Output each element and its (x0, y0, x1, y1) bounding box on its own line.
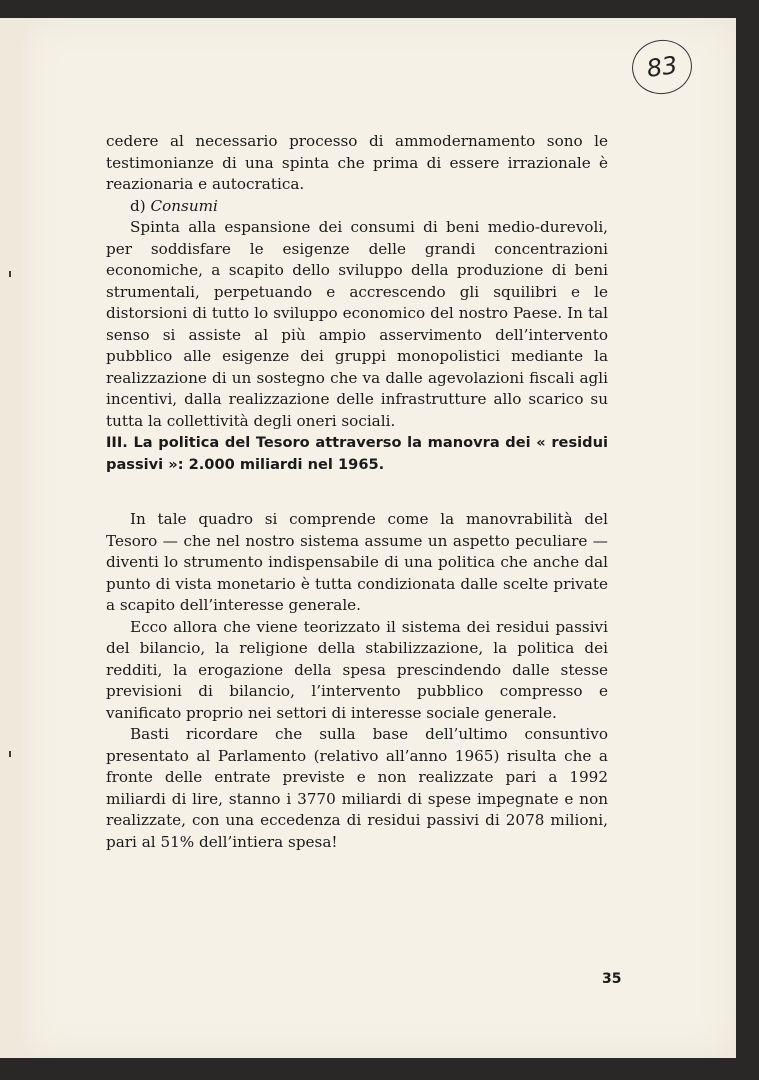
subsection-title: Consumi (150, 196, 218, 215)
paragraph-consuntivo: Basti ricordare che sulla base dell’ultimo consuntivo presentato al Parlamento (relativo all’anno 1965) risulta che a fronte delle entrate previste e non realizzate pari a 1992 miliardi di lire, stanno i 3770 miliardi di spese impegnate e non realizzate, con una eccedenza di residui passivi di 2078 milioni, pari al 51% dell’intiera spesa! (106, 725, 608, 851)
paragraph-quadro: In tale quadro si comprende come la manovrabilità del Tesoro — che nel nostro sistema assume un aspetto peculiare — diventi lo strumento indispensabile di una politica che anche dal punto di vista monetario è tutta condizionata dalle scelte private a scapito dell’interesse generale. (106, 510, 608, 614)
archive-stamp: 83 (629, 36, 696, 98)
page-number: 35 (602, 971, 622, 987)
adjacent-page-edge (0, 18, 23, 1058)
subsection-letter: d) (130, 196, 146, 215)
body-text (106, 131, 608, 853)
section-number: III. (106, 434, 128, 451)
paragraph-residui: Ecco allora che viene teorizzato il sistema dei residui passivi del bilancio, la religione della stabilizzazione, la politica dei redditi, la erogazione della spesa prescindendo dalle stesse previsioni di bilancio, l’intervento pubblico compresso e vanificato proprio nei settori di interesse sociale generale. (106, 617, 608, 722)
subsection-heading (106, 196, 608, 218)
margin-mark (9, 751, 11, 757)
margin-mark (9, 271, 11, 277)
section-heading (106, 432, 608, 476)
document-page (22, 18, 736, 1058)
paragraph-consumi: Spinta alla espansione dei consumi di beni medio-durevoli, per soddisfare le esigenze delle grandi concentrazioni economiche, a scapito dello sviluppo della produzione di beni strumentali, perpetuando e accrescendo gli squilibri e le distorsioni di tutto lo sviluppo economico del nostro Paese. In tal senso si assiste al più ampio asservimento dell’intervento pubblico alle esigenze dei gruppi monopolistici mediante la realizzazione di un sostegno che va dalle agevolazioni fiscali agli incentivi, dalla realizzazione delle infrastrutture allo scarico su tutta la collettività degli oneri sociali. (106, 218, 608, 430)
section-title: La politica del Tesoro attraverso la manovra dei « residui passivi »: 2.000 miliardi nel 1965. (106, 434, 608, 473)
paragraph-continuation: cedere al necessario processo di ammodernamento sono le testimonianze di una spinta che prima di essere irrazionale è reazionaria e autocratica. (106, 132, 608, 193)
